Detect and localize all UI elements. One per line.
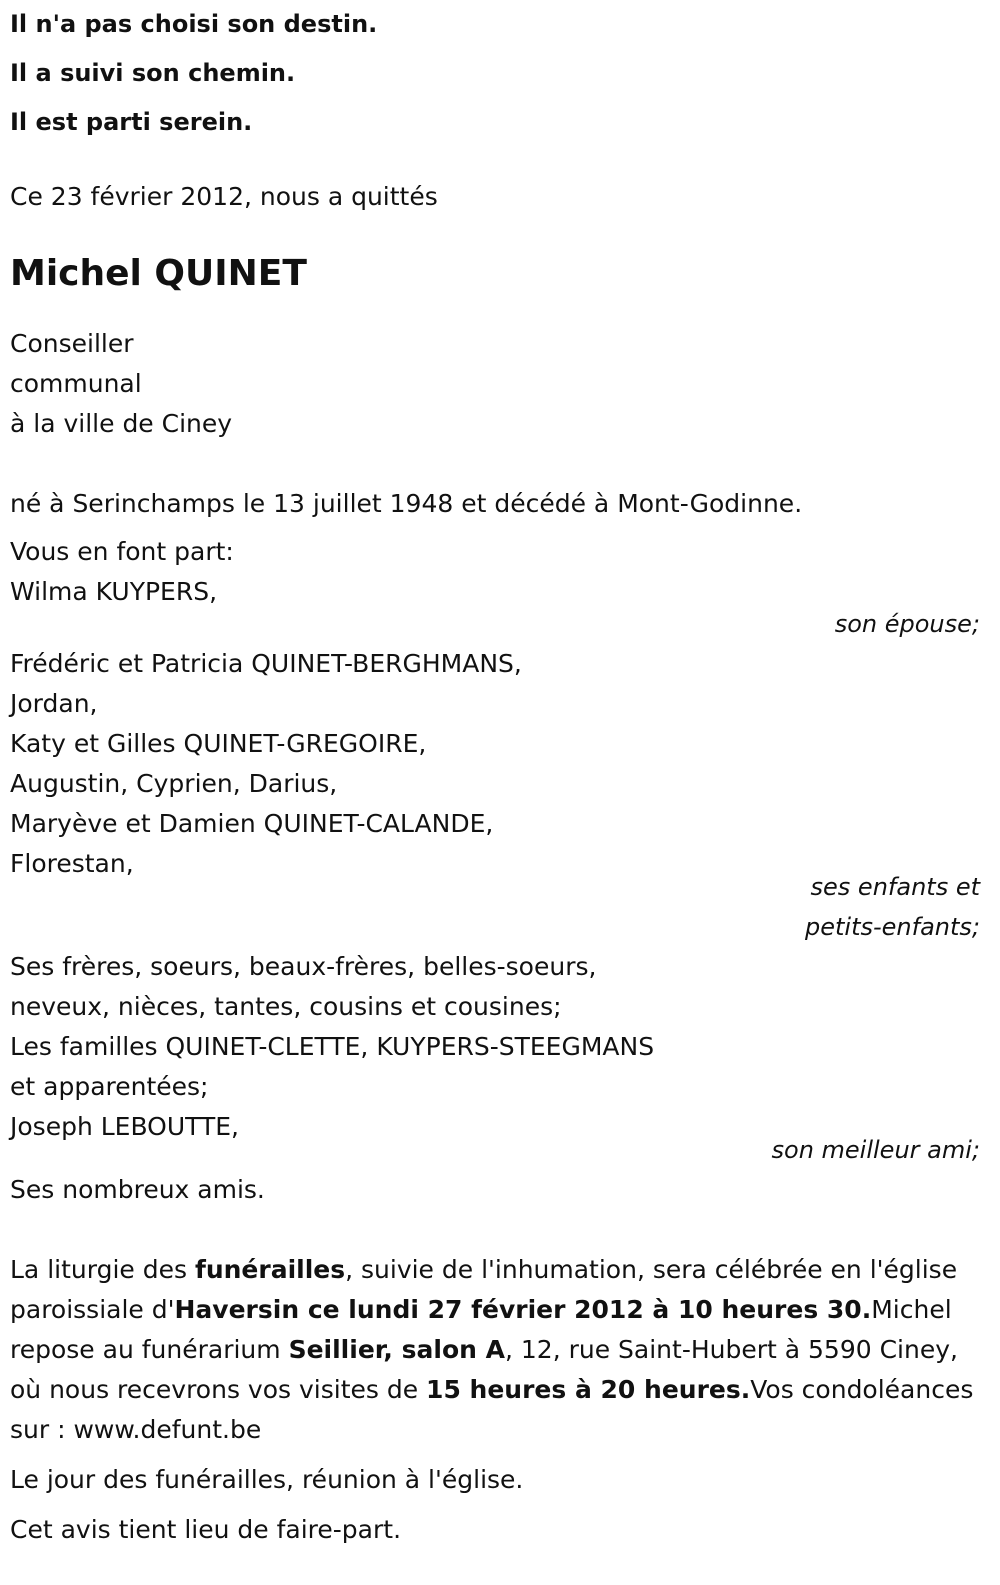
children-block: [10, 644, 980, 947]
closing-line: Cet avis tient lieu de faire-part.: [10, 1515, 402, 1544]
child-name-line: Katy et Gilles QUINET-GREGOIRE,: [10, 729, 427, 758]
funeral-emphasis: 15 heures à 20 heures.: [426, 1375, 751, 1404]
birth-death-line: né à Serinchamps le 13 juillet 1948 et décédé à Mont-Godinne.: [10, 489, 803, 518]
funeral-text: Michel repose au funérarium: [10, 1295, 952, 1364]
children-relation-line: ses enfants et: [810, 873, 980, 901]
family-line: Joseph LEBOUTTE,: [10, 1112, 239, 1141]
role-block: [10, 324, 980, 444]
deceased-name: Michel QUINET: [10, 253, 307, 294]
family-block: [10, 947, 980, 1170]
child-name-line: Frédéric et Patricia QUINET-BERGHMANS,: [10, 649, 522, 678]
child-name-line: Maryève et Damien QUINET-CALANDE,: [10, 809, 494, 838]
child-name-line: Jordan,: [10, 689, 98, 718]
friends-line: Ses nombreux amis.: [10, 1175, 265, 1204]
verse-line: Il a suivi son chemin.: [10, 59, 296, 87]
funeral-emphasis: funérailles: [194, 1255, 346, 1284]
child-name-line: Florestan,: [10, 849, 134, 878]
spouse-name: Wilma KUYPERS,: [10, 577, 218, 606]
funeral-text: , suivie de l'inhumation, sera célébrée en l'église paroissiale d': [10, 1255, 958, 1324]
family-line: et apparentées;: [10, 1072, 209, 1101]
family-line: neveux, nièces, tantes, cousins et cousines;: [10, 992, 562, 1021]
spouse-relation: son épouse;: [834, 610, 980, 638]
spouse-block: [10, 572, 980, 644]
funeral-text: La liturgie des: [10, 1255, 195, 1284]
funeral-emphasis: Haversin ce lundi 27 février 2012 à 10 heures 30.: [174, 1295, 872, 1324]
verse-line: Il est parti serein.: [10, 108, 253, 136]
verse-line: Il n'a pas choisi son destin.: [10, 10, 378, 38]
funeral-emphasis: Seillier, salon A: [288, 1335, 505, 1364]
role-line: communal: [10, 369, 142, 398]
funeral-text: , 12, rue Saint-Hubert à 5590 Ciney, où nous recevrons vos visites de: [10, 1335, 958, 1404]
family-line: Les familles QUINET-CLETTE, KUYPERS-STEEGMANS: [10, 1032, 655, 1061]
role-line: à la ville de Ciney: [10, 409, 233, 438]
announce-text: Vous en font part:: [10, 537, 234, 566]
children-relation-line: petits-enfants;: [805, 913, 980, 941]
role-line: Conseiller: [10, 329, 134, 358]
reunion-line: Le jour des funérailles, réunion à l'église.: [10, 1465, 524, 1494]
family-line: Ses frères, soeurs, beaux-frères, belles-soeurs,: [10, 952, 597, 981]
opening-verse: [10, 0, 980, 147]
child-name-line: Augustin, Cyprien, Darius,: [10, 769, 338, 798]
obituary-notice: [10, 0, 980, 1550]
children-relation: [10, 867, 980, 947]
friend-relation: son meilleur ami;: [771, 1136, 980, 1164]
funeral-details: [10, 1250, 980, 1450]
intro-text: Ce 23 février 2012, nous a quittés: [10, 182, 438, 211]
funeral-text: Vos condoléances sur : www.defunt.be: [10, 1375, 974, 1444]
